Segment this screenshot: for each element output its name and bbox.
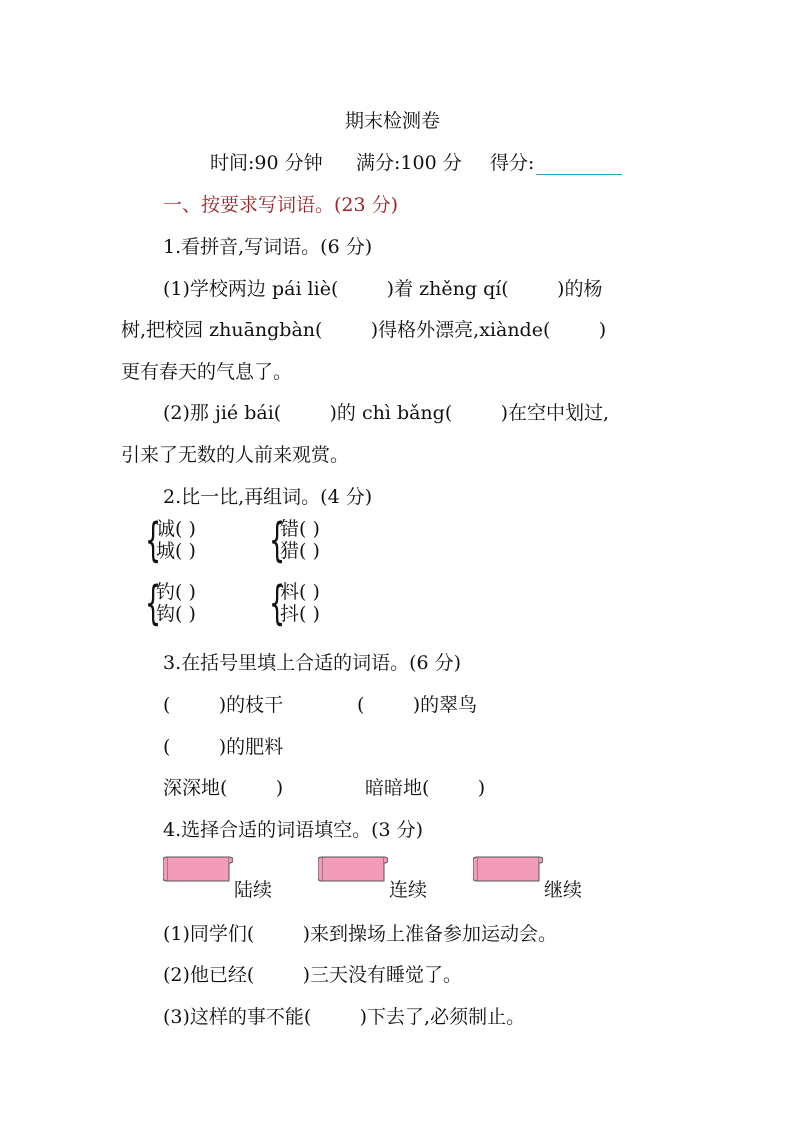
section-1-heading: 一、按要求写词语。(23 分): [163, 194, 399, 216]
q4-sentence-2: (2)他已经( )三天没有睡觉了。: [163, 964, 463, 986]
q2-item[interactable]: 诚( ): [156, 518, 196, 540]
q2-item[interactable]: 钩( ): [156, 603, 196, 625]
q2-item[interactable]: 城( ): [156, 540, 196, 562]
score-label: 得分:: [490, 152, 535, 174]
q1-line-2: 树,把校园 zhuāngbàn( )得格外漂亮,xiànde( ): [121, 319, 607, 341]
q1-line-3: 更有春天的气息了。: [121, 361, 293, 383]
option-2[interactable]: 连续: [389, 879, 428, 901]
page-title: 期末检测卷: [345, 110, 441, 132]
q2-item[interactable]: 钓( ): [156, 581, 196, 603]
q3-item-3[interactable]: ( )的肥料: [163, 736, 284, 758]
header-time: 时间:90 分钟: [210, 152, 323, 174]
scroll-banner-icon: [163, 853, 233, 885]
q1-line-1: (1)学校两边 pái liè( )着 zhěng qí( )的杨: [163, 278, 603, 300]
scroll-banner-icon: [473, 853, 543, 885]
brace-icon: {: [269, 576, 286, 630]
scroll-banner-icon: [318, 853, 388, 885]
q2-item[interactable]: 抖( ): [280, 603, 320, 625]
q2-heading: 2.比一比,再组词。(4 分): [163, 486, 373, 508]
header-score: [490, 148, 622, 175]
q2-item[interactable]: 料( ): [280, 581, 320, 603]
q1-line-5: 引来了无数的人前来观赏。: [121, 444, 350, 466]
q3-item-1[interactable]: ( )的枝干: [163, 694, 284, 716]
q3-item-4[interactable]: 深深地( ): [163, 777, 284, 799]
brace-icon: {: [145, 576, 162, 630]
option-1[interactable]: 陆续: [234, 879, 273, 901]
header-full-score: 满分:100 分: [356, 152, 462, 174]
q2-item[interactable]: 猎( ): [280, 540, 320, 562]
brace-icon: {: [145, 513, 162, 567]
q3-heading: 3.在括号里填上合适的词语。(6 分): [163, 652, 462, 674]
brace-icon: {: [269, 513, 286, 567]
q3-item-2[interactable]: ( )的翠鸟: [357, 694, 478, 716]
q1-heading: 1.看拼音,写词语。(6 分): [163, 236, 373, 258]
option-3[interactable]: 继续: [544, 879, 583, 901]
q4-heading: 4.选择合适的词语填空。(3 分): [163, 819, 424, 841]
q4-sentence-1: (1)同学们( )来到操场上准备参加运动会。: [163, 923, 558, 945]
q3-item-5[interactable]: 暗暗地( ): [365, 777, 486, 799]
q4-sentence-3: (3)这样的事不能( )下去了,必须制止。: [163, 1006, 526, 1028]
score-blank[interactable]: [536, 154, 622, 175]
q2-item[interactable]: 错( ): [280, 518, 320, 540]
q1-line-4: (2)那 jié bái( )的 chì bǎng( )在空中划过,: [163, 402, 610, 424]
